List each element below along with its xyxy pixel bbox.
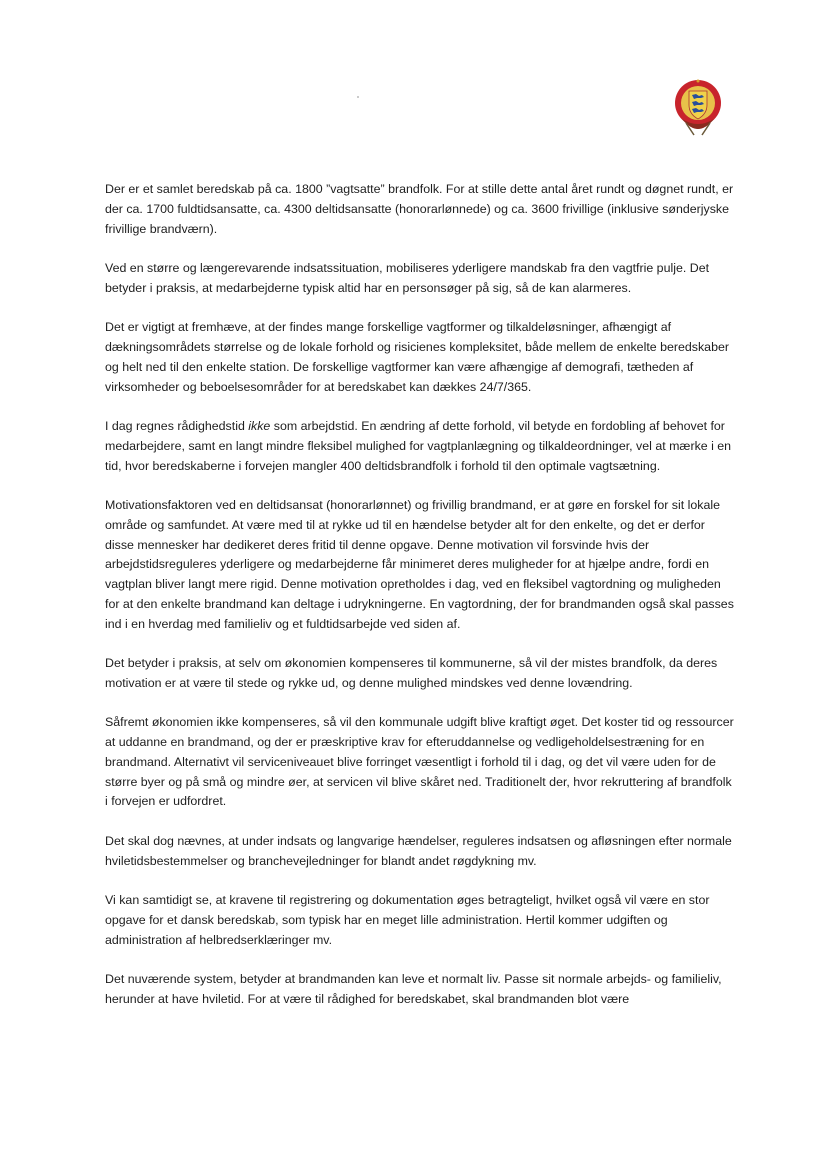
scan-speck [357, 96, 359, 98]
paragraph: Motivationsfaktoren ved en deltidsansat (honorarlønnet) og frivillig brandmand, er at gøre en forskel for sit lokale område og samfundet. At være med til at rykke ud til en hændelse betyder alt for den enkelte, og det er derfor disse mennesker har dedikeret deres fritid til denne opgave. Denne motivation vil forsvinde hvis der arbejdstidsreguleres yderligere og medarbejderne får minimeret deres muligheder for at hjælpe andre, fordi en vagtplan bliver langt mere rigid. Denne motivation opretholdes i dag, ved en fleksibel vagtordning og muligheden for at den enkelte brandmand kan deltage i udrykningerne. En vagtordning, der for brandmanden også skal passes ind i en hverdag med familieliv og et fuldtidsarbejde ved siden af. [105, 497, 734, 631]
paragraph [105, 417, 737, 476]
paragraph: Der er et samlet beredskab på ca. 1800 ”vagtsatte” brandfolk. For at stille dette antal året rundt og døgnet rundt, er der ca. 1700 fuldtidsansatte, ca. 4300 deltidsansatte (honorarlønnede) og ca. 3600 frivillige (inklusive sønderjyske frivillige brandværn). [105, 182, 734, 236]
paragraph: Det skal dog nævnes, at under indsats og langvarige hændelser, reguleres indsatsen og afløsningen efter normale hviletidsbestemmelser og branchevejledninger for blandt andet røgdykning mv. [105, 833, 732, 868]
emphasis-text: ikke [248, 418, 271, 433]
paragraph: Det betyder i praksis, at selv om økonomien kompenseres til kommunerne, så vil der mistes brandfolk, da deres motivation er at være til stede og rykke ud, og denne mulighed mindskes ved denne lovændring. [105, 656, 718, 690]
paragraph: Det nuværende system, betyder at brandmanden kan leve et normalt liv. Passe sit normale arbejds- og familieliv, herunder at have hviletid. For at være til rådighed for beredskabet, skal brandmanden blot være [105, 972, 722, 1006]
paragraph: Ved en større og længerevarende indsatssituation, mobiliseres yderligere mandskab fra den vagtfrie pulje. Det betyder i praksis, at medarbejderne typisk altid har en personsøger på sig, så de kan alarmeres. [105, 260, 710, 295]
paragraph-text: som arbejdstid. En ændring af dette forhold, vil betyde en fordobling af behovet for medarbejdere, samt en langt mindre fleksibel mulighed for vagtplanlægning og tilkaldeordninger, vel at mærke i en tid, hvor beredskaberne i forvejen mangler 400 deltidsbrandfolk i forhold til den optimale vagtsætning. [105, 418, 732, 473]
paragraph: Såfremt økonomien ikke kompenseres, så vil den kommunale udgift blive kraftigt øget. Det koster tid og ressourcer at uddanne en brandmand, og der er præskriptive krav for efteruddannelse og vedligeholdelsestræning for en brandmand. Alternativt vil serviceniveauet blive forringet væsentligt i forhold til i dag, og det vil være uden for de større byer og på små og mindre øer, at servicen vil blive skåret ned. Traditionelt der, hvor rekruttering af brandfolk i forvejen er udfordret. [105, 715, 734, 809]
paragraph: Vi kan samtidigt se, at kravene til registrering og dokumentation øges betragteligt, hvilket også vil være en stor opgave for et dansk beredskab, som typisk har en meget lille administration. Hertil kommer udgiften og administration af helbredserklæringer mv. [105, 893, 710, 947]
paragraph-text: I dag regnes rådighedstid [105, 418, 249, 433]
paragraph: Det er vigtigt at fremhæve, at der findes mange forskellige vagtformer og tilkaldeløsninger, afhængigt af dækningsområdets størrelse og de lokale forhold og risicienes kompleksitet, både mellem de enkelte beredskaber og helt ned til den enkelte station. De forskellige vagtformer kan være afhængige af demografi, tætheden af virksomheder og beboelsesområder for at beredskabet kan dækkes 24/7/365. [105, 320, 729, 394]
document-body [105, 180, 737, 1010]
organization-seal-logo [672, 79, 724, 139]
